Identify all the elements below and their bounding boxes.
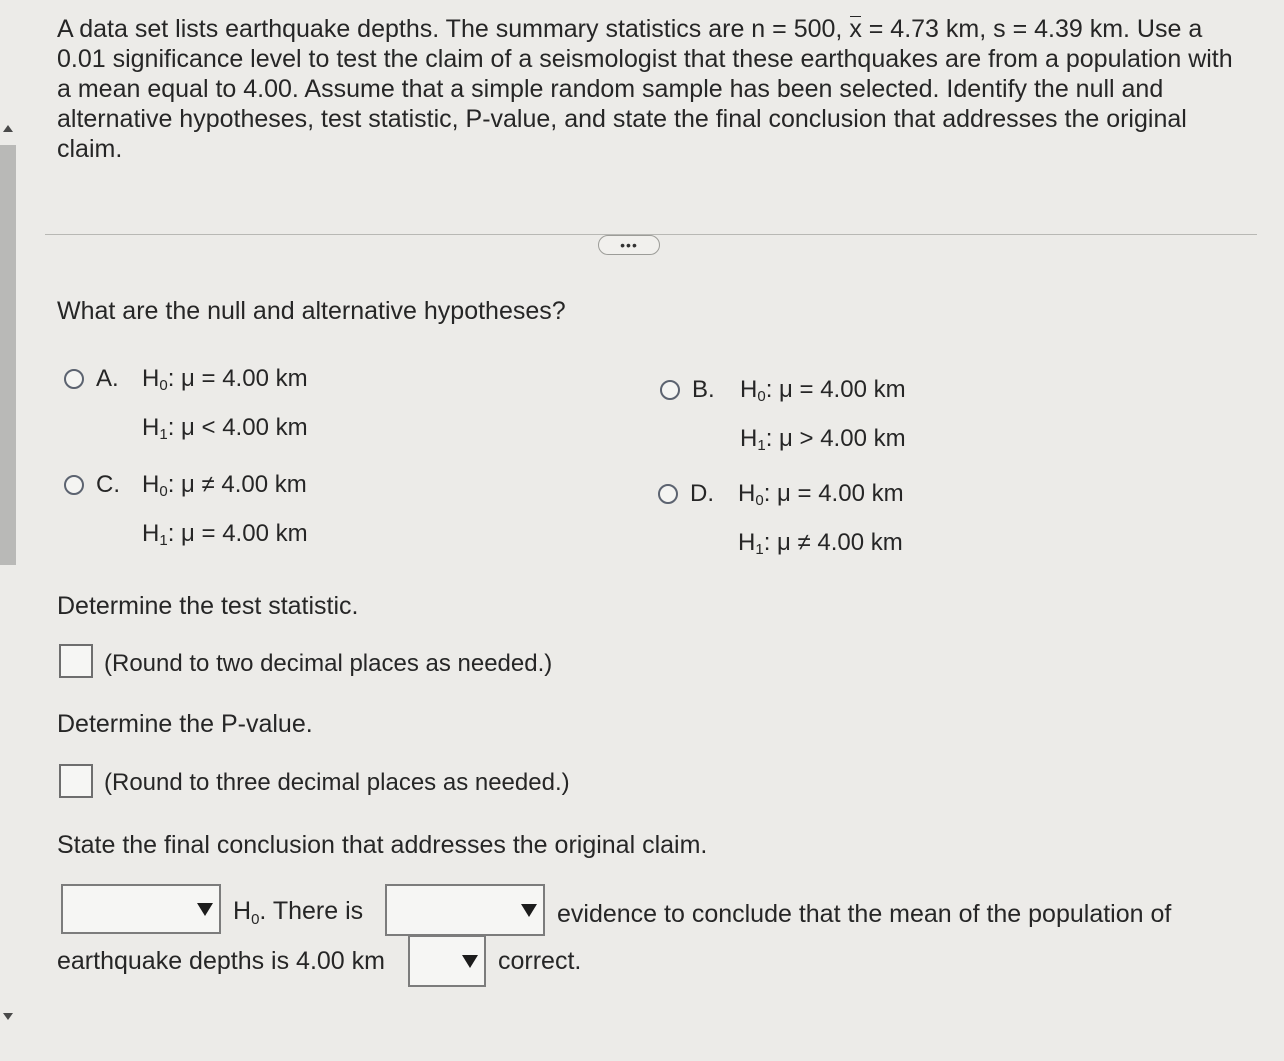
scrollbar-thumb[interactable]	[0, 145, 16, 565]
conclusion-correct-text: correct.	[498, 947, 582, 975]
reject-decision-dropdown[interactable]	[61, 884, 221, 934]
scroll-up-arrow-icon[interactable]	[3, 125, 13, 132]
option-b-radio[interactable]	[660, 380, 680, 400]
option-a-letter: A.	[96, 365, 119, 392]
chevron-down-icon	[462, 955, 478, 968]
hypotheses-prompt: What are the null and alternative hypotheses?	[57, 297, 566, 325]
p-value-input[interactable]	[59, 764, 93, 798]
p-value-prompt: Determine the P-value.	[57, 710, 313, 738]
conclusion-evidence-text: evidence to conclude that the mean of the population of	[557, 900, 1172, 928]
option-d-radio[interactable]	[658, 484, 678, 504]
option-b-h1: $H_1$: μ > 4.00 km	[740, 425, 906, 454]
option-a-h0: $H_0$: μ = 4.00 km	[142, 365, 308, 394]
scroll-down-arrow-icon[interactable]	[3, 1013, 13, 1020]
test-statistic-input[interactable]	[59, 644, 93, 678]
option-a-hypotheses	[142, 358, 308, 456]
option-c-hypotheses	[142, 464, 308, 562]
option-d-hypotheses	[738, 473, 904, 571]
option-d-h1: $H_1$: μ ≠ 4.00 km	[738, 529, 903, 558]
option-d-letter: D.	[690, 480, 714, 507]
option-c-letter: C.	[96, 471, 120, 498]
test-statistic-prompt: Determine the test statistic.	[57, 592, 359, 620]
x-bar-symbol: x	[849, 15, 862, 43]
p-value-hint: (Round to three decimal places as needed.)	[104, 769, 570, 796]
option-b-letter: B.	[692, 376, 715, 403]
chevron-down-icon	[521, 904, 537, 917]
option-c-radio[interactable]	[64, 475, 84, 495]
option-b-h0: $H_0$: μ = 4.00 km	[740, 376, 906, 405]
expand-more-button[interactable]: •••	[598, 235, 660, 255]
option-d-h0: $H_0$: μ = 4.00 km	[738, 480, 904, 509]
option-c-h1: $H_1$: μ = 4.00 km	[142, 520, 308, 549]
question-text: A data set lists earthquake depths. The summary statistics are n = 500, x = 4.73 km, s = 4.39 km. Use a 0.01 significance level to test the claim of a seismologist that these earthquakes are from a population with a mean equal to 4.00. Assume that a simple random sample has been selected. Identify the null and alternative hypotheses, test statistic, P-value, and state the final conclusion that addresses the original claim.	[57, 15, 1233, 163]
claim-correctness-dropdown[interactable]	[408, 935, 486, 987]
option-a-radio[interactable]	[64, 369, 84, 389]
conclusion-depths-text: earthquake depths is 4.00 km	[57, 947, 385, 975]
chevron-down-icon	[197, 903, 213, 916]
option-c-h0: $H_0$: μ ≠ 4.00 km	[142, 471, 307, 500]
evidence-level-dropdown[interactable]	[385, 884, 545, 936]
conclusion-prompt: State the final conclusion that addresses the original claim.	[57, 831, 708, 859]
option-b-hypotheses	[740, 369, 906, 467]
conclusion-h0-text: $H_0$. There is	[233, 897, 364, 928]
option-a-h1: $H_1$: μ < 4.00 km	[142, 414, 308, 443]
test-statistic-hint: (Round to two decimal places as needed.)	[104, 650, 553, 677]
